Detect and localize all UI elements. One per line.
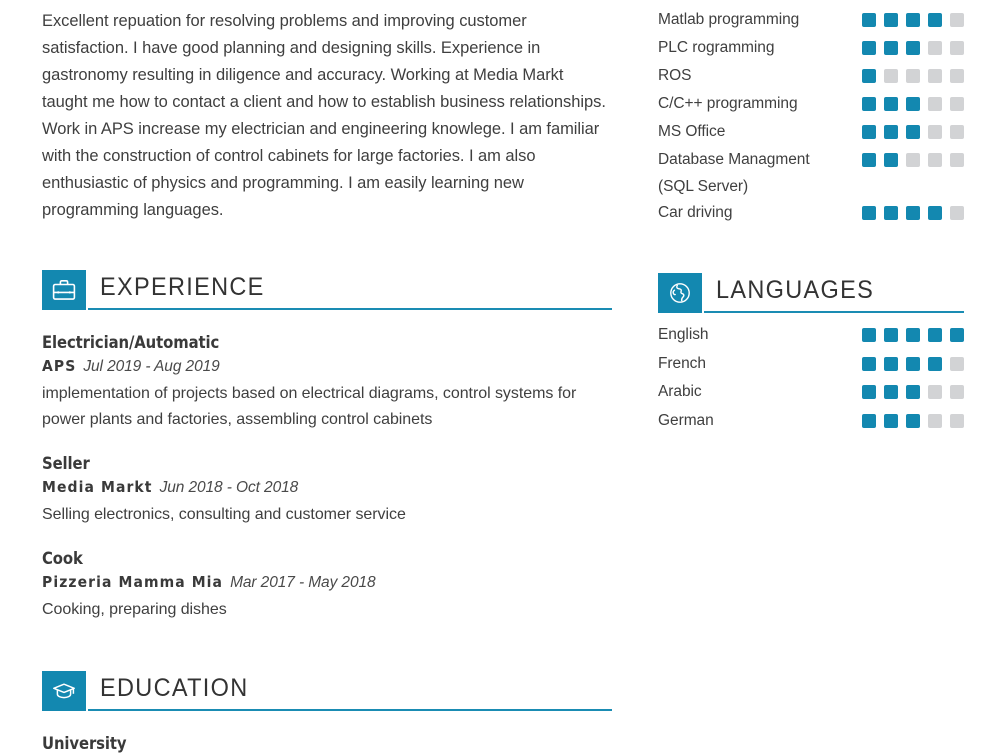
job-title: Cook xyxy=(42,549,83,569)
rating-box-filled xyxy=(884,328,898,342)
language-label: French xyxy=(658,354,706,372)
education-section-header xyxy=(42,671,612,711)
experience-entry xyxy=(42,453,612,528)
profile-summary: Excellent repuation for resolving problems and improving customer satisfaction. I have good planning and designing skills. Experience in gastronomy resulting in diligence and accuracy. Working at Media Markt taught me how to contact a client and how to establish business relationships. Work in APS increase my electrician and engineering knowlege. I am familiar with the construction of control cabinets for large factories. I am also enthusiastic of physics and programming. I am easily learning new programming languages. xyxy=(42,12,606,219)
rating-box-filled xyxy=(862,328,876,342)
rating-box-empty xyxy=(950,414,964,428)
rating-box-filled xyxy=(906,125,920,139)
language-rating xyxy=(862,321,964,342)
experience-heading: EXPERIENCE xyxy=(100,273,265,301)
rating-box-filled xyxy=(862,206,876,220)
rating-box-empty xyxy=(928,153,942,167)
experience-entry xyxy=(42,548,612,623)
skill-rating xyxy=(862,118,964,139)
skill-label: Car driving xyxy=(658,204,733,221)
briefcase-icon xyxy=(42,270,86,310)
job-description: Selling electronics, consulting and customer service xyxy=(42,506,406,523)
job-description: implementation of projects based on electrical diagrams, control systems for power plants and factories, assembling control cabinets xyxy=(42,385,577,428)
rating-box-empty xyxy=(928,125,942,139)
rating-box-empty xyxy=(928,97,942,111)
rating-box-filled xyxy=(884,385,898,399)
language-label: English xyxy=(658,326,709,343)
skill-label: ROS xyxy=(658,67,692,84)
languages-heading: LANGUAGES xyxy=(716,276,875,304)
rating-box-filled xyxy=(862,125,876,139)
rating-box-filled xyxy=(906,206,920,220)
rating-box-filled xyxy=(906,385,920,399)
rating-box-empty xyxy=(950,153,964,167)
skill-row xyxy=(658,90,964,118)
experience-section-header xyxy=(42,270,612,310)
job-title: Electrician/Automatic xyxy=(42,333,220,353)
language-rating xyxy=(862,407,964,428)
job-dates: Jul 2019 - Aug 2019 xyxy=(83,358,220,375)
rating-box-filled xyxy=(884,414,898,428)
language-row xyxy=(658,378,964,407)
skill-label xyxy=(658,146,818,199)
language-rating xyxy=(862,350,964,371)
rating-box-empty xyxy=(906,153,920,167)
language-label: German xyxy=(658,411,714,429)
section-rule xyxy=(88,709,612,711)
rating-box-filled xyxy=(906,13,920,27)
language-row xyxy=(658,350,964,379)
section-rule xyxy=(704,311,964,313)
rating-box-empty xyxy=(950,13,964,27)
rating-box-empty xyxy=(928,385,942,399)
rating-box-filled xyxy=(884,153,898,167)
skill-row xyxy=(658,62,964,90)
rating-box-filled xyxy=(906,328,920,342)
rating-box-filled xyxy=(884,206,898,220)
rating-box-filled xyxy=(862,385,876,399)
rating-box-filled xyxy=(884,41,898,55)
skills-list xyxy=(658,6,964,227)
rating-box-filled xyxy=(862,41,876,55)
rating-box-filled xyxy=(928,328,942,342)
job-meta xyxy=(42,475,612,500)
rating-box-filled xyxy=(884,357,898,371)
rating-box-filled xyxy=(862,97,876,111)
skill-label-line1: Database Managment xyxy=(658,151,810,168)
skill-label: MS Office xyxy=(658,123,726,140)
main-column xyxy=(42,0,612,755)
language-row xyxy=(658,407,964,436)
rating-box-empty xyxy=(950,357,964,371)
experience-entry xyxy=(42,332,612,433)
skill-label-line2: (SQL Server) xyxy=(658,178,749,195)
languages-section-header xyxy=(658,273,964,313)
skill-row xyxy=(658,118,964,146)
rating-box-filled xyxy=(928,13,942,27)
skill-row xyxy=(658,34,964,62)
job-dates: Mar 2017 - May 2018 xyxy=(230,574,376,591)
rating-box-filled xyxy=(884,97,898,111)
sidebar-column xyxy=(658,0,964,435)
rating-box-filled xyxy=(862,153,876,167)
skill-label: Matlab programming xyxy=(658,11,800,28)
skill-row xyxy=(658,6,964,34)
job-description: Cooking, preparing dishes xyxy=(42,601,227,618)
skill-row xyxy=(658,199,964,227)
rating-box-empty xyxy=(884,69,898,83)
rating-box-empty xyxy=(950,206,964,220)
job-company: Media Markt xyxy=(42,478,153,496)
rating-box-filled xyxy=(906,414,920,428)
rating-box-filled xyxy=(928,206,942,220)
globe-icon xyxy=(658,273,702,313)
skill-rating xyxy=(862,90,964,111)
rating-box-filled xyxy=(906,41,920,55)
section-rule xyxy=(88,308,612,310)
skill-rating xyxy=(862,6,964,27)
skill-rating xyxy=(862,34,964,55)
job-meta xyxy=(42,570,612,595)
rating-box-empty xyxy=(928,69,942,83)
rating-box-filled xyxy=(862,414,876,428)
job-company: Pizzeria Mamma Mia xyxy=(42,573,224,591)
education-heading: EDUCATION xyxy=(100,674,249,702)
job-title: Seller xyxy=(42,454,90,474)
rating-box-filled xyxy=(906,97,920,111)
skill-rating xyxy=(862,62,964,83)
job-company: APS xyxy=(42,357,77,375)
education-entry xyxy=(42,733,612,755)
rating-box-filled xyxy=(862,69,876,83)
rating-box-empty xyxy=(906,69,920,83)
rating-box-filled xyxy=(928,357,942,371)
rating-box-empty xyxy=(950,41,964,55)
experience-entry-list xyxy=(42,332,612,623)
language-rating xyxy=(862,378,964,399)
rating-box-filled xyxy=(884,125,898,139)
rating-box-empty xyxy=(928,414,942,428)
skill-row xyxy=(658,146,964,199)
rating-box-empty xyxy=(950,125,964,139)
school-name: University xyxy=(42,734,127,754)
rating-box-filled xyxy=(906,357,920,371)
rating-box-filled xyxy=(862,13,876,27)
job-meta xyxy=(42,354,612,379)
languages-list xyxy=(658,313,964,435)
rating-box-empty xyxy=(950,69,964,83)
language-label: Arabic xyxy=(658,383,702,400)
rating-box-filled xyxy=(884,13,898,27)
language-row xyxy=(658,321,964,350)
languages-section xyxy=(658,313,964,435)
rating-box-filled xyxy=(862,357,876,371)
rating-box-empty xyxy=(950,385,964,399)
skill-label: PLC rogramming xyxy=(658,39,775,56)
skills-section xyxy=(658,0,964,227)
graduation-cap-icon xyxy=(42,671,86,711)
rating-box-empty xyxy=(928,41,942,55)
job-dates: Jun 2018 - Oct 2018 xyxy=(159,479,299,496)
skill-rating xyxy=(862,199,964,220)
skill-rating xyxy=(862,146,964,167)
education-entry-list xyxy=(42,733,612,755)
rating-box-filled xyxy=(950,328,964,342)
rating-box-empty xyxy=(950,97,964,111)
skill-label: C/C++ programming xyxy=(658,95,798,112)
